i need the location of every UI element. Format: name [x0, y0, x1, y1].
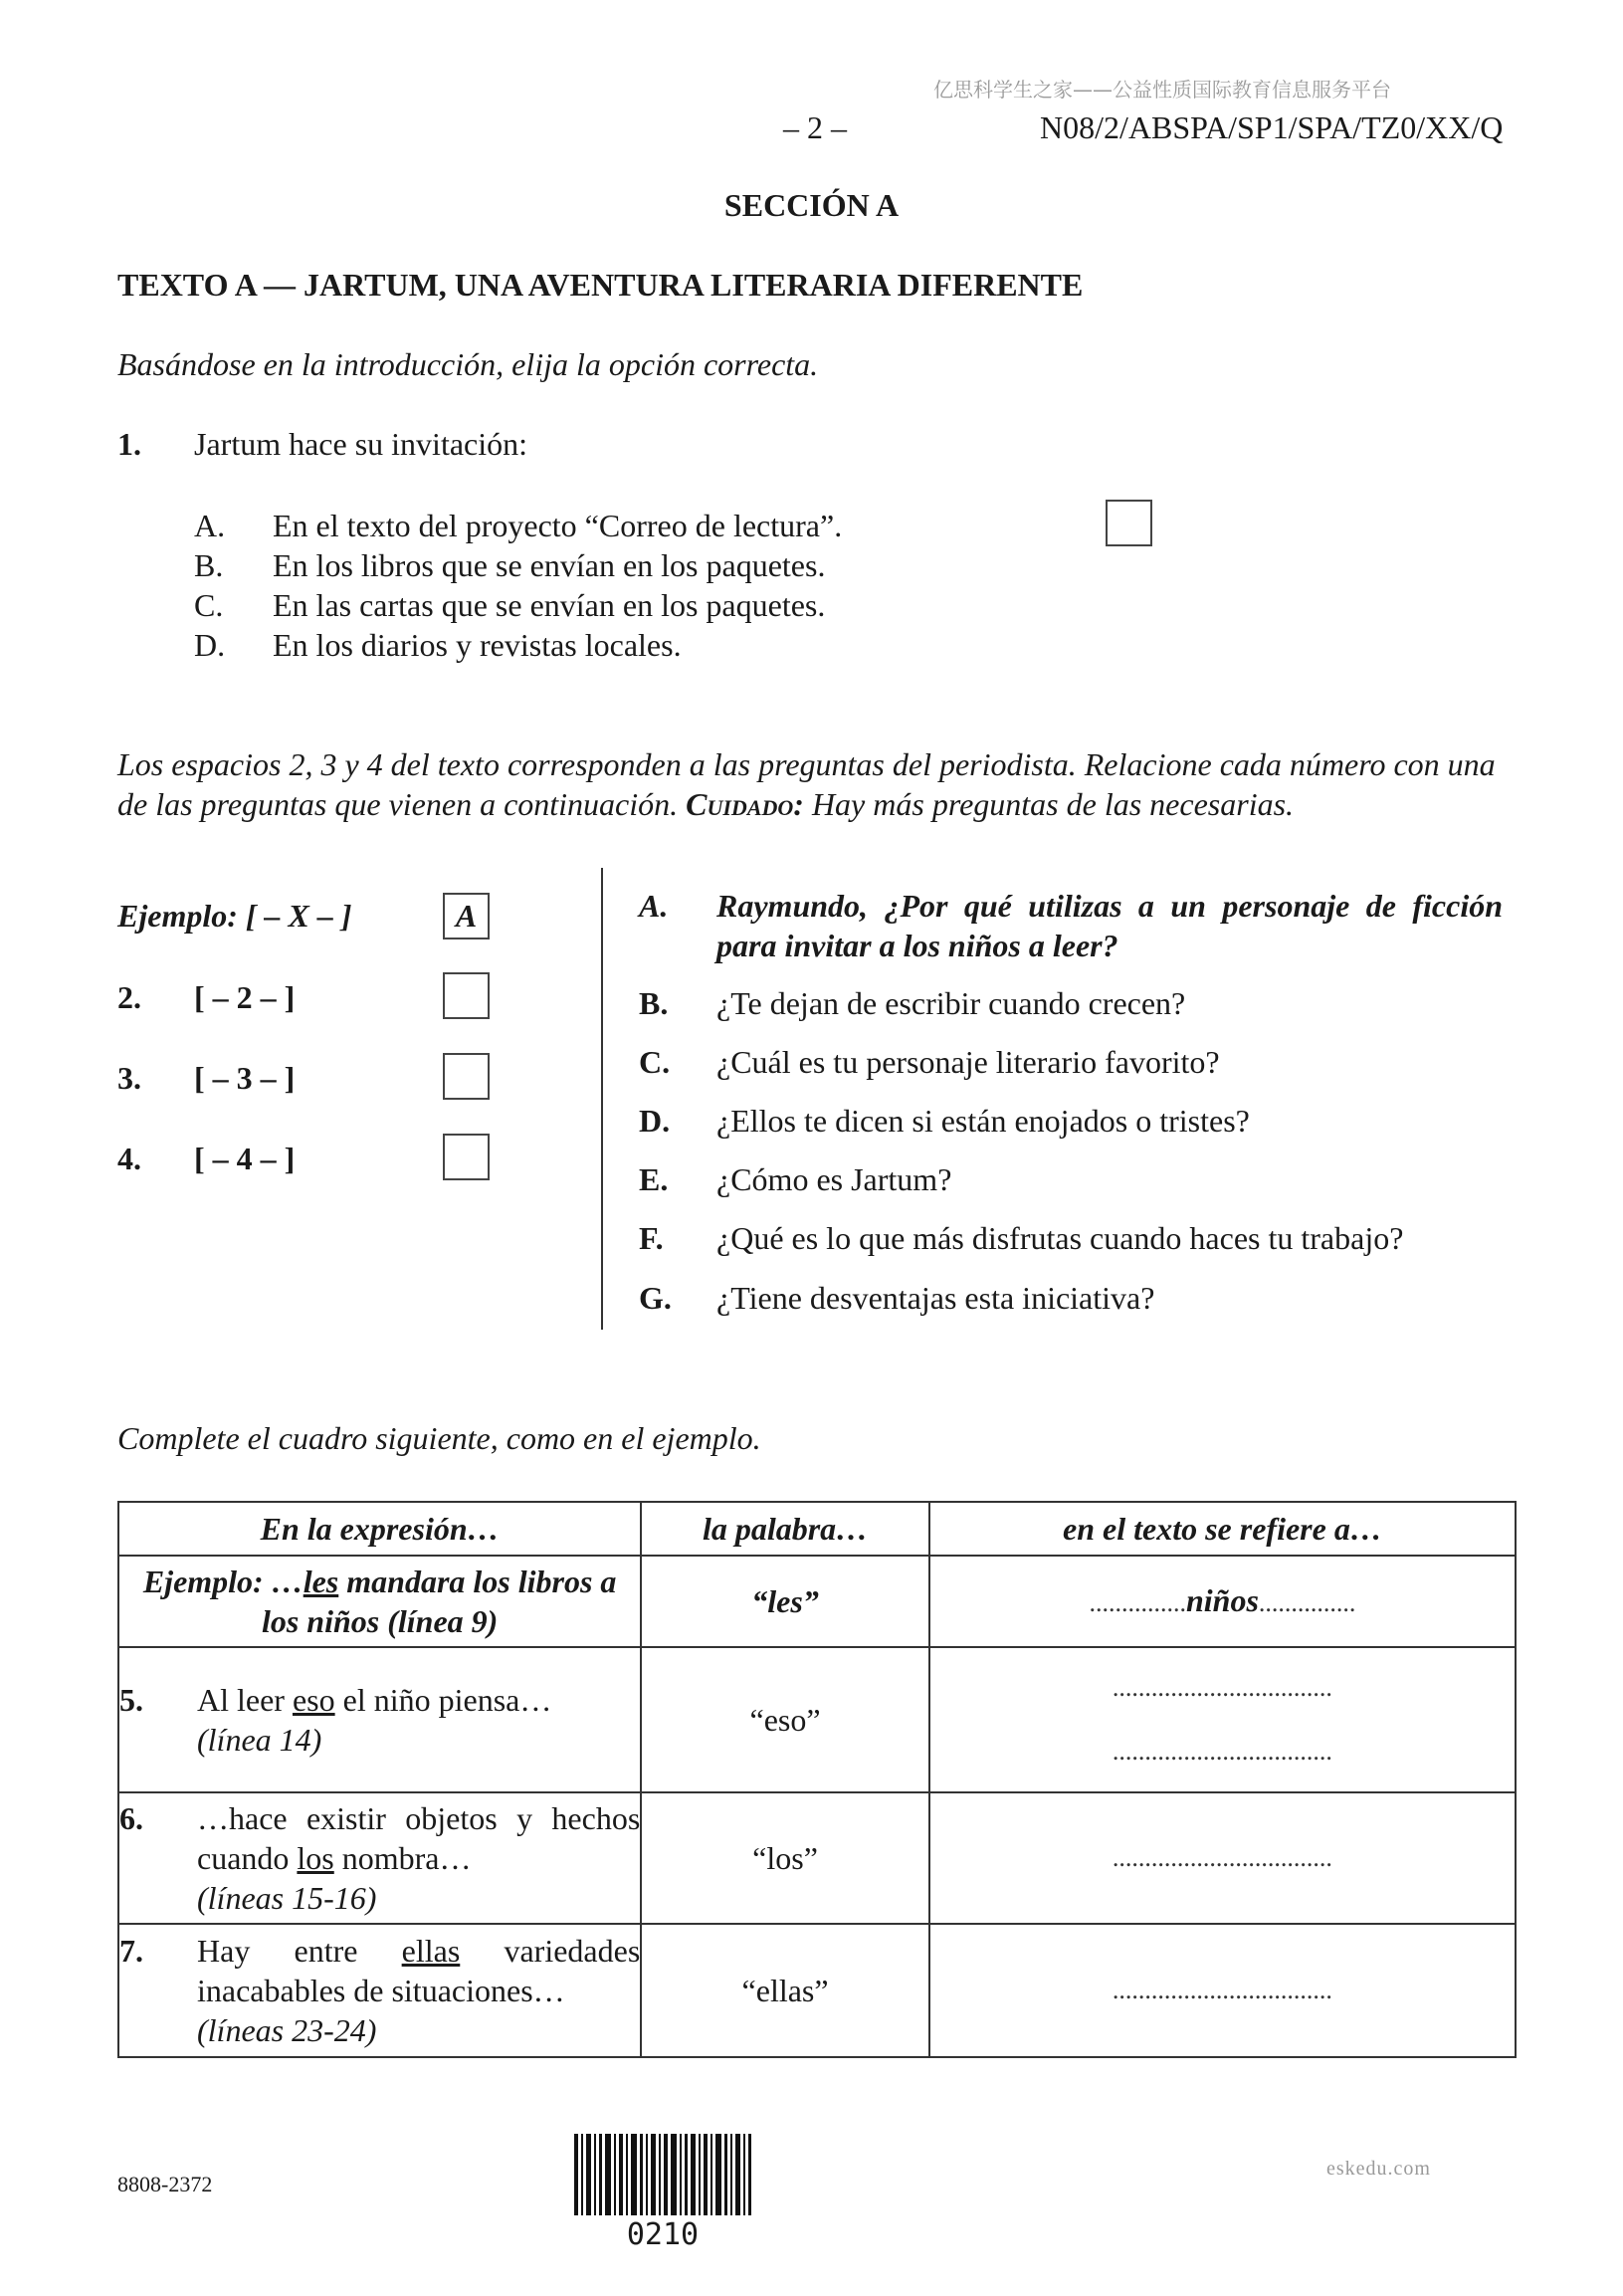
dots-leader: .................................. — [1112, 1737, 1332, 1766]
answer-cell-7[interactable] — [929, 1924, 1516, 2057]
row-expression — [118, 1924, 641, 2057]
option-letter: D. — [194, 627, 226, 663]
option-a-line2: para invitar a los niños a leer? — [716, 928, 1118, 963]
answer-box-3[interactable] — [443, 1053, 490, 1100]
question-1-stem: Jartum hace su invitación: — [194, 426, 528, 462]
table-header-row — [118, 1502, 1516, 1556]
text-title: TEXTO A — JARTUM, UNA AVENTURA LITERARIA DIFERENTE — [117, 267, 1084, 303]
example-answer-box: A — [443, 893, 490, 939]
option-letter: F. — [639, 1220, 664, 1256]
document-code: N08/2/ABSPA/SP1/SPA/TZ0/XX/Q — [1040, 109, 1504, 145]
option-letter: E. — [639, 1161, 669, 1197]
option-letter: C. — [194, 587, 224, 623]
item-number: 4. — [117, 1141, 141, 1176]
dots-leader: ............... — [1258, 1587, 1356, 1617]
dots-leader: .................................. — [1112, 1843, 1332, 1872]
row-number: 7. — [119, 1933, 143, 1969]
option-text: ¿Te dejan de escribir cuando crecen? — [716, 985, 1186, 1021]
row-word: “los” — [641, 1792, 929, 1924]
option-text: ¿Cómo es Jartum? — [716, 1161, 952, 1197]
example-prefix: Ejemplo: … — [142, 1564, 304, 1599]
row-underlined: eso — [292, 1682, 335, 1718]
row-underlined: ellas — [401, 1933, 461, 1969]
instruction-1: Basándose en la introducción, elija la opción correcta. — [117, 346, 819, 382]
example-word: “les” — [641, 1556, 929, 1647]
row-word: “eso” — [641, 1647, 929, 1792]
option-text: En el texto del proyecto “Correo de lectura”. — [273, 508, 843, 543]
instruction-2-line2-b: Hay más preguntas de las necesarias. — [811, 786, 1295, 822]
row-pre: Al leer — [197, 1682, 293, 1718]
watermark-top: 亿思科学生之家——公益性质国际教育信息服务平台 — [933, 78, 1391, 102]
row-line-ref: (líneas 15-16) — [197, 1880, 377, 1916]
answer-box-q1[interactable] — [1106, 500, 1152, 546]
item-label: [ – 3 – ] — [194, 1060, 296, 1096]
table-row-example — [118, 1556, 1516, 1647]
answer-box-2[interactable] — [443, 972, 490, 1019]
row-post: el niño piensa… — [334, 1682, 552, 1718]
dots-leader: ............... — [1089, 1587, 1186, 1617]
instruction-2-line2 — [117, 784, 1294, 824]
dots-leader: .................................. — [1112, 1673, 1332, 1702]
option-text: ¿Qué es lo que más disfrutas cuando haces tu trabajo? — [716, 1220, 1404, 1256]
example-answer-cell — [929, 1556, 1516, 1647]
item-number: 3. — [117, 1060, 141, 1096]
instruction-2-line1: Los espacios 2, 3 y 4 del texto corresponden a las preguntas del periodista. Relacione cada número con una — [117, 746, 1496, 782]
watermark-bottom: eskedu.com — [1326, 2158, 1431, 2180]
item-label: [ – 4 – ] — [194, 1141, 296, 1176]
footer-code: 8808-2372 — [117, 2172, 213, 2196]
example-label: Ejemplo: [ – X – ] — [117, 898, 352, 934]
instruction-3: Complete el cuadro siguiente, como en el ejemplo. — [117, 1420, 761, 1456]
row-number: 6. — [119, 1800, 143, 1836]
option-text: ¿Ellos te dicen si están enojados o tristes? — [716, 1103, 1250, 1139]
row-line-ref: (línea 14) — [197, 1722, 322, 1758]
page-number: – 2 – — [783, 109, 847, 145]
header-refers: en el texto se refiere a… — [929, 1502, 1516, 1556]
instruction-2-line2-a: de las preguntas que vienen a continuación. — [117, 786, 679, 822]
table-row — [118, 1924, 1516, 2057]
table-row — [118, 1647, 1516, 1792]
header-expression: En la expresión… — [118, 1502, 641, 1556]
row-underlined: los — [297, 1840, 334, 1876]
option-text: ¿Tiene desventajas esta iniciativa? — [716, 1280, 1155, 1316]
row-pre: Hay entre — [197, 1933, 402, 1969]
barcode-icon — [574, 2134, 751, 2215]
answer-box-4[interactable] — [443, 1134, 490, 1180]
option-text: ¿Cuál es tu personaje literario favorito? — [716, 1044, 1220, 1080]
row-expression — [118, 1647, 641, 1792]
option-letter: B. — [639, 985, 669, 1021]
row-word: “ellas” — [641, 1924, 929, 2057]
item-number: 2. — [117, 979, 141, 1015]
row-post: variedades inacabables de situaciones… — [197, 1933, 641, 2008]
row-post: nombra… — [333, 1840, 472, 1876]
option-letter: C. — [639, 1044, 671, 1080]
barcode-number: 0210 — [626, 2217, 700, 2252]
option-text: En las cartas que se envían en los paquetes. — [273, 587, 826, 623]
example-expression — [118, 1556, 641, 1647]
dots-leader: .................................. — [1112, 1976, 1332, 2004]
option-letter: A. — [194, 508, 226, 543]
row-pre: …hace existir objetos y hechos cuando — [197, 1800, 641, 1876]
example-line2: los niños (línea 9) — [261, 1603, 499, 1639]
question-1-number: 1. — [117, 426, 141, 462]
caution-label: Cuidado: — [686, 786, 804, 822]
option-text: En los diarios y revistas locales. — [273, 627, 682, 663]
column-divider — [601, 868, 603, 1330]
example-answer: niños — [1185, 1581, 1259, 1618]
answer-cell-6[interactable] — [929, 1792, 1516, 1924]
example-underlined: les — [303, 1564, 339, 1599]
option-letter: A. — [639, 888, 669, 924]
option-text: En los libros que se envían en los paquetes. — [273, 547, 826, 583]
option-letter: D. — [639, 1103, 671, 1139]
option-letter: B. — [194, 547, 224, 583]
row-expression — [118, 1792, 641, 1924]
section-title: SECCIÓN A — [723, 187, 900, 223]
answer-cell-5[interactable] — [929, 1647, 1516, 1792]
table-row — [118, 1792, 1516, 1924]
example-suffix: mandara los libros a — [338, 1564, 617, 1599]
row-line-ref: (líneas 23-24) — [197, 2012, 377, 2048]
option-letter: G. — [639, 1280, 672, 1316]
item-label: [ – 2 – ] — [194, 979, 296, 1015]
option-a-line1: Raymundo, ¿Por qué utilizas a un personaje de ficción — [716, 888, 1503, 924]
row-number: 5. — [119, 1682, 143, 1718]
reference-table — [117, 1501, 1517, 2058]
header-word: la palabra… — [641, 1502, 929, 1556]
